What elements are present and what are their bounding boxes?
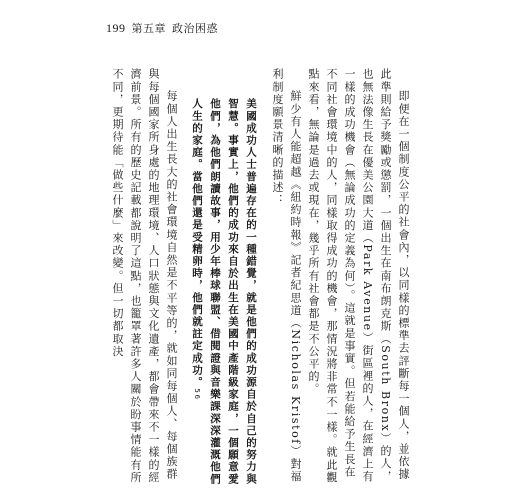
footnote-marker: 56	[193, 388, 201, 401]
block-quote-text: 美國成功人士普遍存在的一種錯覺，就是他們的成功源自於自己的努力與智慧。事實上，他們的成功來自於出生在美國中產階級家庭，一個願意愛他們，為他們朗讀故事，用少年棒球聯盟、借閱證與音樂課深深灌溉他們人生的家庭。當他們還是受精卵時，他們就註定成功。	[191, 98, 257, 486]
block-quote	[188, 98, 260, 486]
chapter-title: 政治困惑	[172, 22, 218, 35]
paragraph-3: 每個人出生長大的社會環境自然是不平等的，就如同每個人、每個族群與每個國家所身處的地理環境、人口狀態與文化遺產，都會帶來不一樣的經濟前景。所有的歷史記載都說明了這點，也籠罩著許多人關於盼事情能有所不同，更期待能「做些什麼」來改變。但一切都取決	[111, 68, 178, 484]
paragraph-2: 鮮少有人能超越《紐約時報》記者紀思道（Nicholas Kristof）對福利制度願景清晰的描述：	[271, 68, 302, 483]
chapter-label: 第五章	[131, 22, 166, 35]
running-header	[106, 20, 218, 36]
page-body	[108, 68, 412, 486]
page-number: 199	[106, 21, 126, 35]
paragraph-1: 即便在一個制度公平的社會內，以同樣的標準去評斷每一個人，並依據此準則給予獎勵或懲罰，一個出生在南布朗克斯（South Bronx）的人，也無法像生長在優美公園大道（Park Avenue）街區裡的人，在經濟上有一樣的成功機會（無論成功的定義為何）。這就是事實。但若能給予生長在不同社會環境中的人，同樣取得成功的機會，那情況將非常不一樣。就此觀點來看，無論是過去或現在，幾乎所有社會都是不公平的。	[307, 68, 410, 484]
